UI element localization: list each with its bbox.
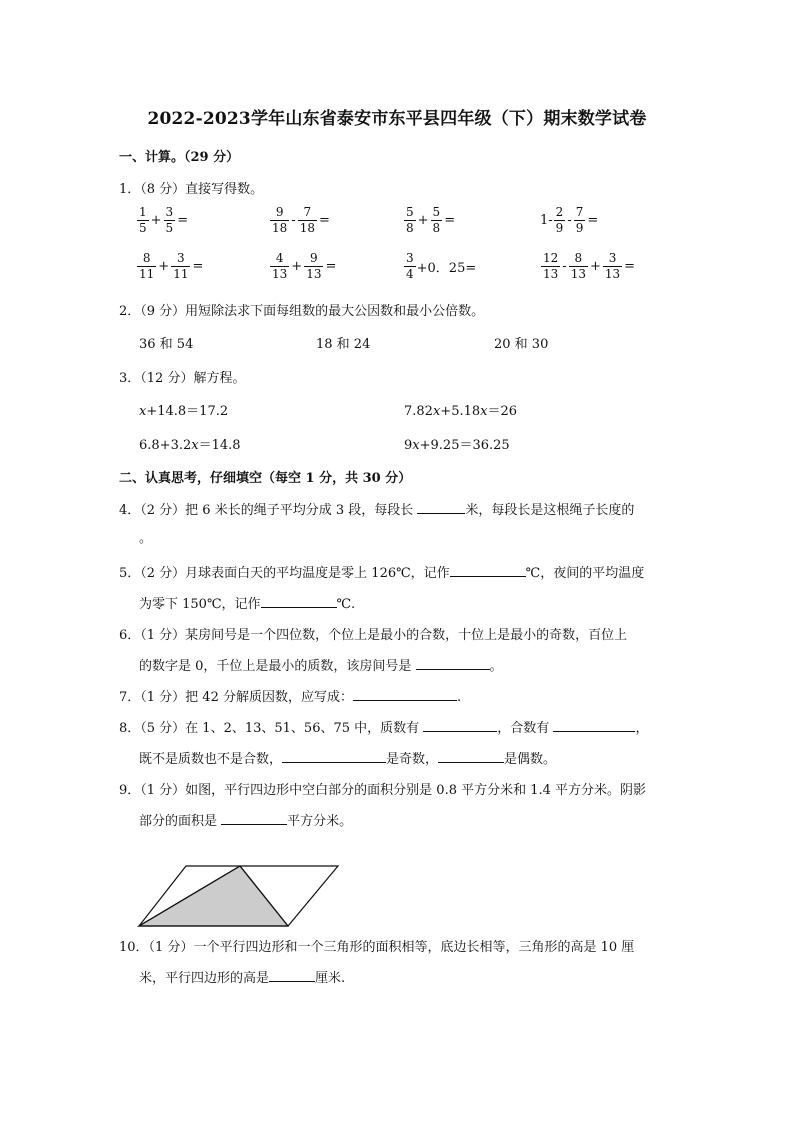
q1-expr-7: $\frac{3}{4}$ +0．25= (406, 251, 477, 281)
q6-line-1: 6．（1 分）某房间号是一个四位数，个位上是最小的合数，十位上是最小的奇数，百位上 (119, 628, 628, 643)
q5-blank-2[interactable] (261, 595, 337, 608)
q8-line-2: 既不是质数也不是合数， 是奇数， 是偶数。 (139, 752, 557, 767)
q2-item-1: 36 和 54 (139, 337, 194, 352)
page-title: 2022-2023学年山东省泰安市东平县四年级（下）期末数学试卷 (147, 109, 647, 129)
q3-eq-4: 9x+9.25＝36.25 (404, 438, 510, 453)
q2-item-2: 18 和 24 (316, 337, 371, 352)
q1-label: 1．（8 分）直接写得数。 (119, 182, 264, 197)
section-1-heading: 一、计算。（29 分） (119, 150, 240, 165)
q7-blank-1[interactable] (353, 688, 457, 701)
q6-blank-1[interactable] (416, 657, 490, 670)
q4-line-1: 4．（2 分）把 6 米长的绳子平均分成 3 段，每段长 米，每段长是这根绳子长度的 (119, 503, 635, 518)
section-2-heading: 二、认真思考，仔细填空（每空 1 分，共 30 分） (119, 471, 412, 486)
q9-blank-1[interactable] (221, 812, 287, 825)
q1-expr-3: $\frac{5}{8}$ + $\frac{5}{8}$ = (406, 205, 456, 235)
q8-line-1: 8．（5 分）在 1、2、13、51、56、75 中，质数有 ，合数有 ， (119, 721, 649, 736)
parallelogram-figure (136, 860, 342, 930)
q4-blank-1[interactable] (417, 501, 465, 514)
q1-expr-5: $\frac{8}{11}$ + $\frac{3}{11}$ = (139, 251, 204, 281)
q3-label: 3．（12 分）解方程。 (119, 371, 246, 386)
q5-blank-1[interactable] (450, 564, 526, 577)
q3-eq-3: 6.8+3.2x＝14.8 (139, 438, 241, 453)
q2-item-3: 20 和 30 (494, 337, 549, 352)
q10-blank-1[interactable] (269, 969, 315, 982)
q1-expr-8: $\frac{12}{13}$ - $\frac{8}{13}$ + $\frac{3}{13}$ = (543, 251, 636, 281)
q2-label: 2．（9 分）用短除法求下面每组数的最大公因数和最小公倍数。 (119, 304, 485, 319)
q1-expr-1: $\frac{1}{5}$ + $\frac{3}{5}$ = (139, 205, 189, 235)
q8-blank-4[interactable] (438, 750, 504, 763)
q3-eq-1: x+14.8＝17.2 (139, 404, 229, 419)
q8-blank-3[interactable] (282, 750, 386, 763)
q5-line-2: 为零下 150℃，记作 ℃. (139, 597, 356, 612)
q9-line-1: 9．（1 分）如图，平行四边形中空白部分的面积分别是 0.8 平方分米和 1.4 平方分米。阴影 (119, 783, 647, 798)
q1-expr-4: 1- $\frac{2}{9}$ - $\frac{7}{9}$ = (540, 205, 599, 235)
shaded-triangle (139, 866, 288, 926)
q1-expr-6: $\frac{4}{13}$ + $\frac{9}{13}$ = (272, 251, 337, 281)
q4-line-2: 。 (139, 531, 153, 546)
q9-line-2: 部分的面积是 平方分米。 (139, 814, 353, 829)
q7-line-1: 7．（1 分）把 42 分解质因数，应写成： . (119, 690, 462, 705)
q10-line-2: 米，平行四边形的高是 厘米. (139, 971, 346, 986)
q3-eq-2: 7.82x+5.18x＝26 (404, 404, 518, 419)
q5-line-1: 5．（2 分）月球表面白天的平均温度是零上 126℃，记作 ℃，夜间的平均温度 (119, 566, 645, 581)
q1-expr-2: $\frac{9}{18}$ - $\frac{7}{18}$ = (272, 205, 330, 235)
q8-blank-2[interactable] (553, 719, 635, 732)
q8-blank-1[interactable] (423, 719, 497, 732)
q6-line-2: 的数字是 0，千位上是最小的质数，该房间号是 。 (139, 659, 503, 674)
q10-line-1: 10．（1 分）一个平行四边形和一个三角形的面积相等，底边长相等，三角形的高是 10 厘 (119, 940, 635, 955)
